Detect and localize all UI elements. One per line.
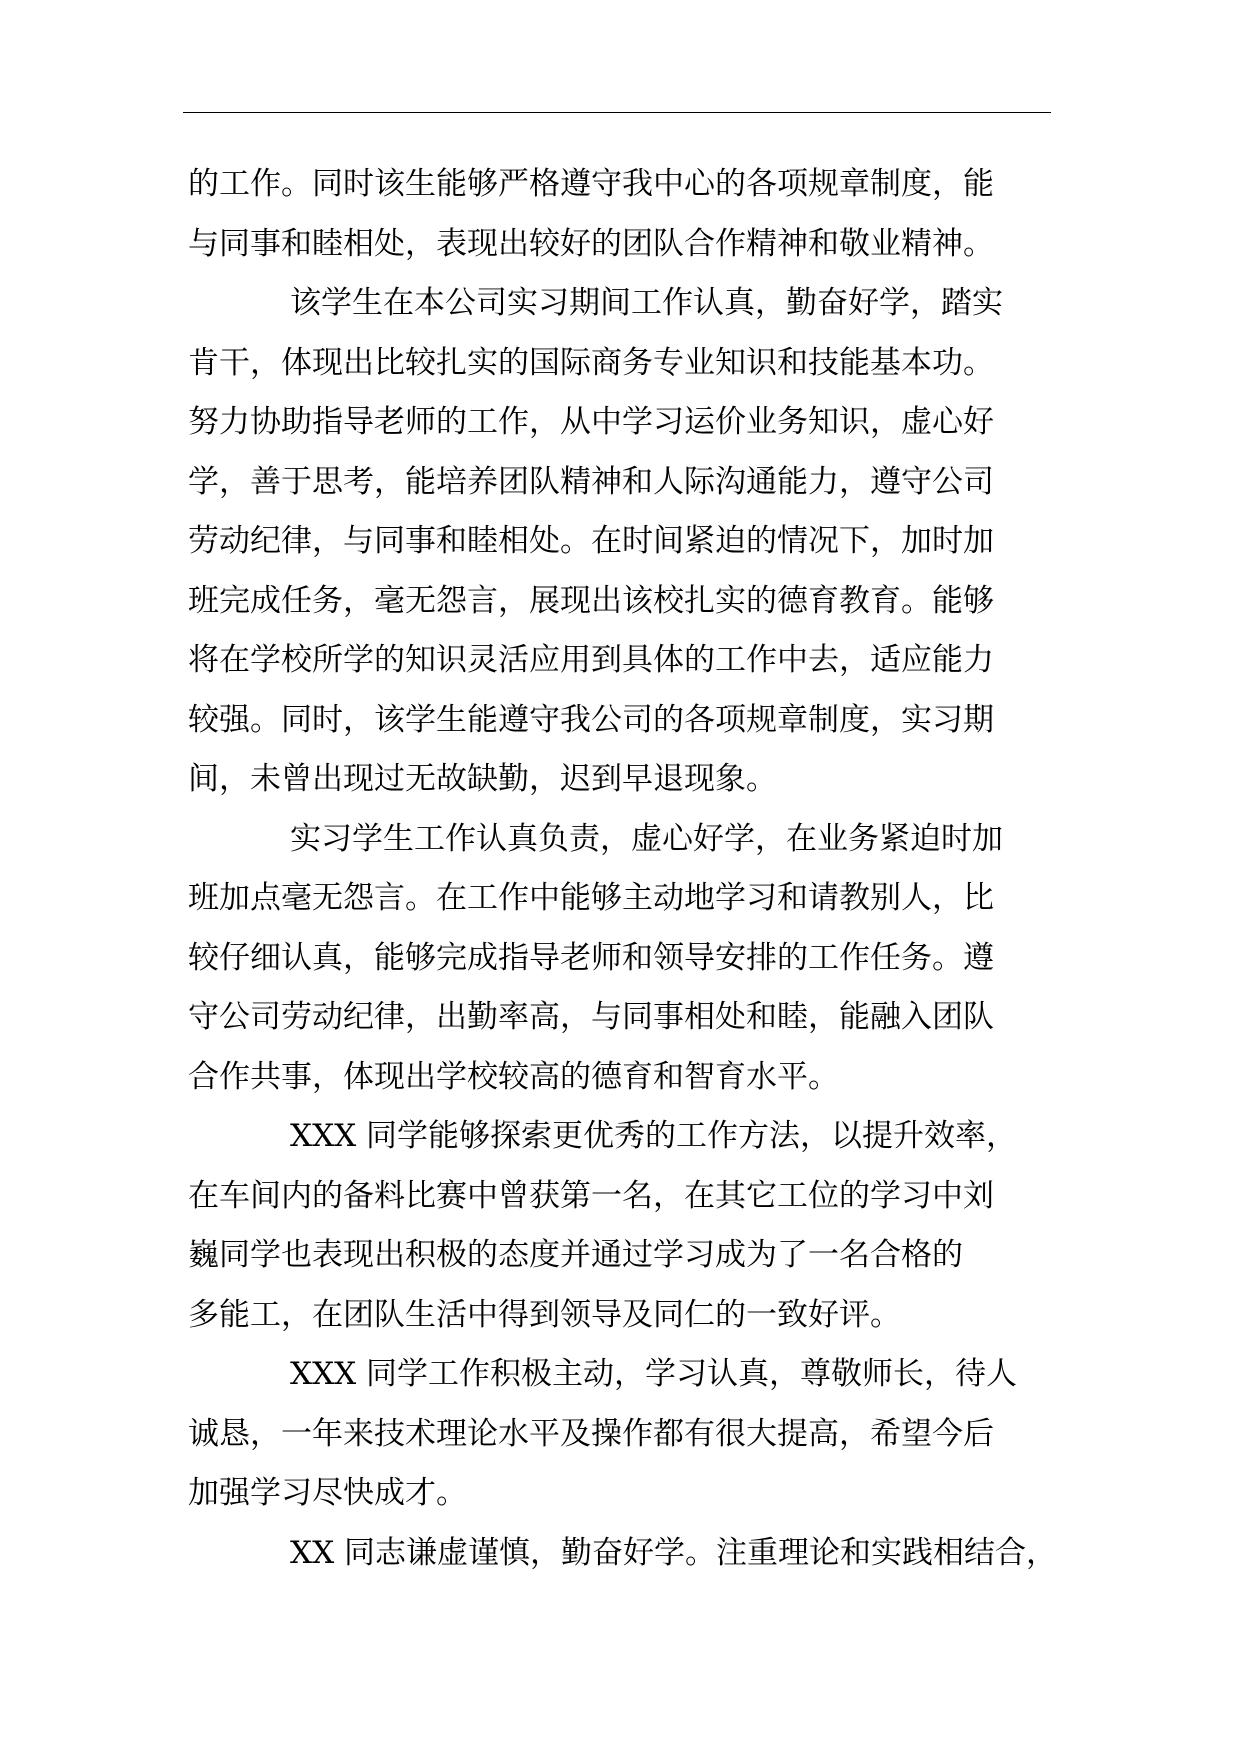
body-text <box>188 155 1068 1583</box>
text-line: 多能工，在团队生活中得到领导及同仁的一致好评。 <box>188 1296 901 1333</box>
text-line: 诚恳，一年来技术理论水平及操作都有很大提高，希望今后 <box>188 1415 994 1452</box>
text-line: 守公司劳动纪律，出勤率高，与同事相处和睦，能融入团队 <box>188 999 994 1035</box>
text-line: 的工作。同时该生能够严格遵守我中心的各项规章制度，能 <box>188 166 994 202</box>
text-line: XXX 同学工作积极主动，学习认真，尊敬师长，待人 <box>290 1356 1018 1392</box>
text-line: 劳动纪律，与同事和睦相处。在时间紧迫的情况下，加时加 <box>188 523 994 559</box>
header-rule <box>183 112 1051 113</box>
text-line: 间，未曾出现过无故缺勤，迟到早退现象。 <box>188 761 777 797</box>
text-line: 该学生在本公司实习期间工作认真，勤奋好学，踏实 <box>290 285 1003 321</box>
text-line: 学，善于思考，能培养团队精神和人际沟通能力，遵守公司 <box>188 463 994 500</box>
text-line: 加强学习尽快成才。 <box>188 1475 467 1511</box>
text-line: 将在学校所学的知识灵活应用到具体的工作中去，适应能力 <box>188 642 994 678</box>
text-line: 肯干，体现出比较扎实的国际商务专业知识和技能基本功。 <box>188 344 994 381</box>
text-line: 努力协助指导老师的工作，从中学习运价业务知识，虚心好 <box>188 404 994 440</box>
text-line: 巍同学也表现出积极的态度并通过学习成为了一名合格的 <box>188 1237 963 1273</box>
text-line: 合作共事，体现出学校较高的德育和智育水平。 <box>188 1058 839 1095</box>
text-line: XXX 同学能够探索更优秀的工作方法，以提升效率， <box>290 1118 1018 1154</box>
text-line: 班加点毫无怨言。在工作中能够主动地学习和请教别人，比 <box>188 880 994 916</box>
text-line: 实习学生工作认真负责，虚心好学，在业务紧迫时加 <box>290 820 1003 857</box>
text-line: 较强。同时，该学生能遵守我公司的各项规章制度，实习期 <box>188 701 994 738</box>
text-line: XX 同志谦虚谨慎，勤奋好学。注重理论和实践相结合， <box>290 1534 1057 1571</box>
text-line: 较仔细认真，能够完成指导老师和领导安排的工作任务。遵 <box>188 939 994 976</box>
text-line: 与同事和睦相处，表现出较好的团队合作精神和敬业精神。 <box>188 225 994 262</box>
text-line: 在车间内的备料比赛中曾获第一名，在其它工位的学习中刘 <box>188 1177 994 1214</box>
text-line: 班完成任务，毫无怨言，展现出该校扎实的德育教育。能够 <box>188 582 994 619</box>
